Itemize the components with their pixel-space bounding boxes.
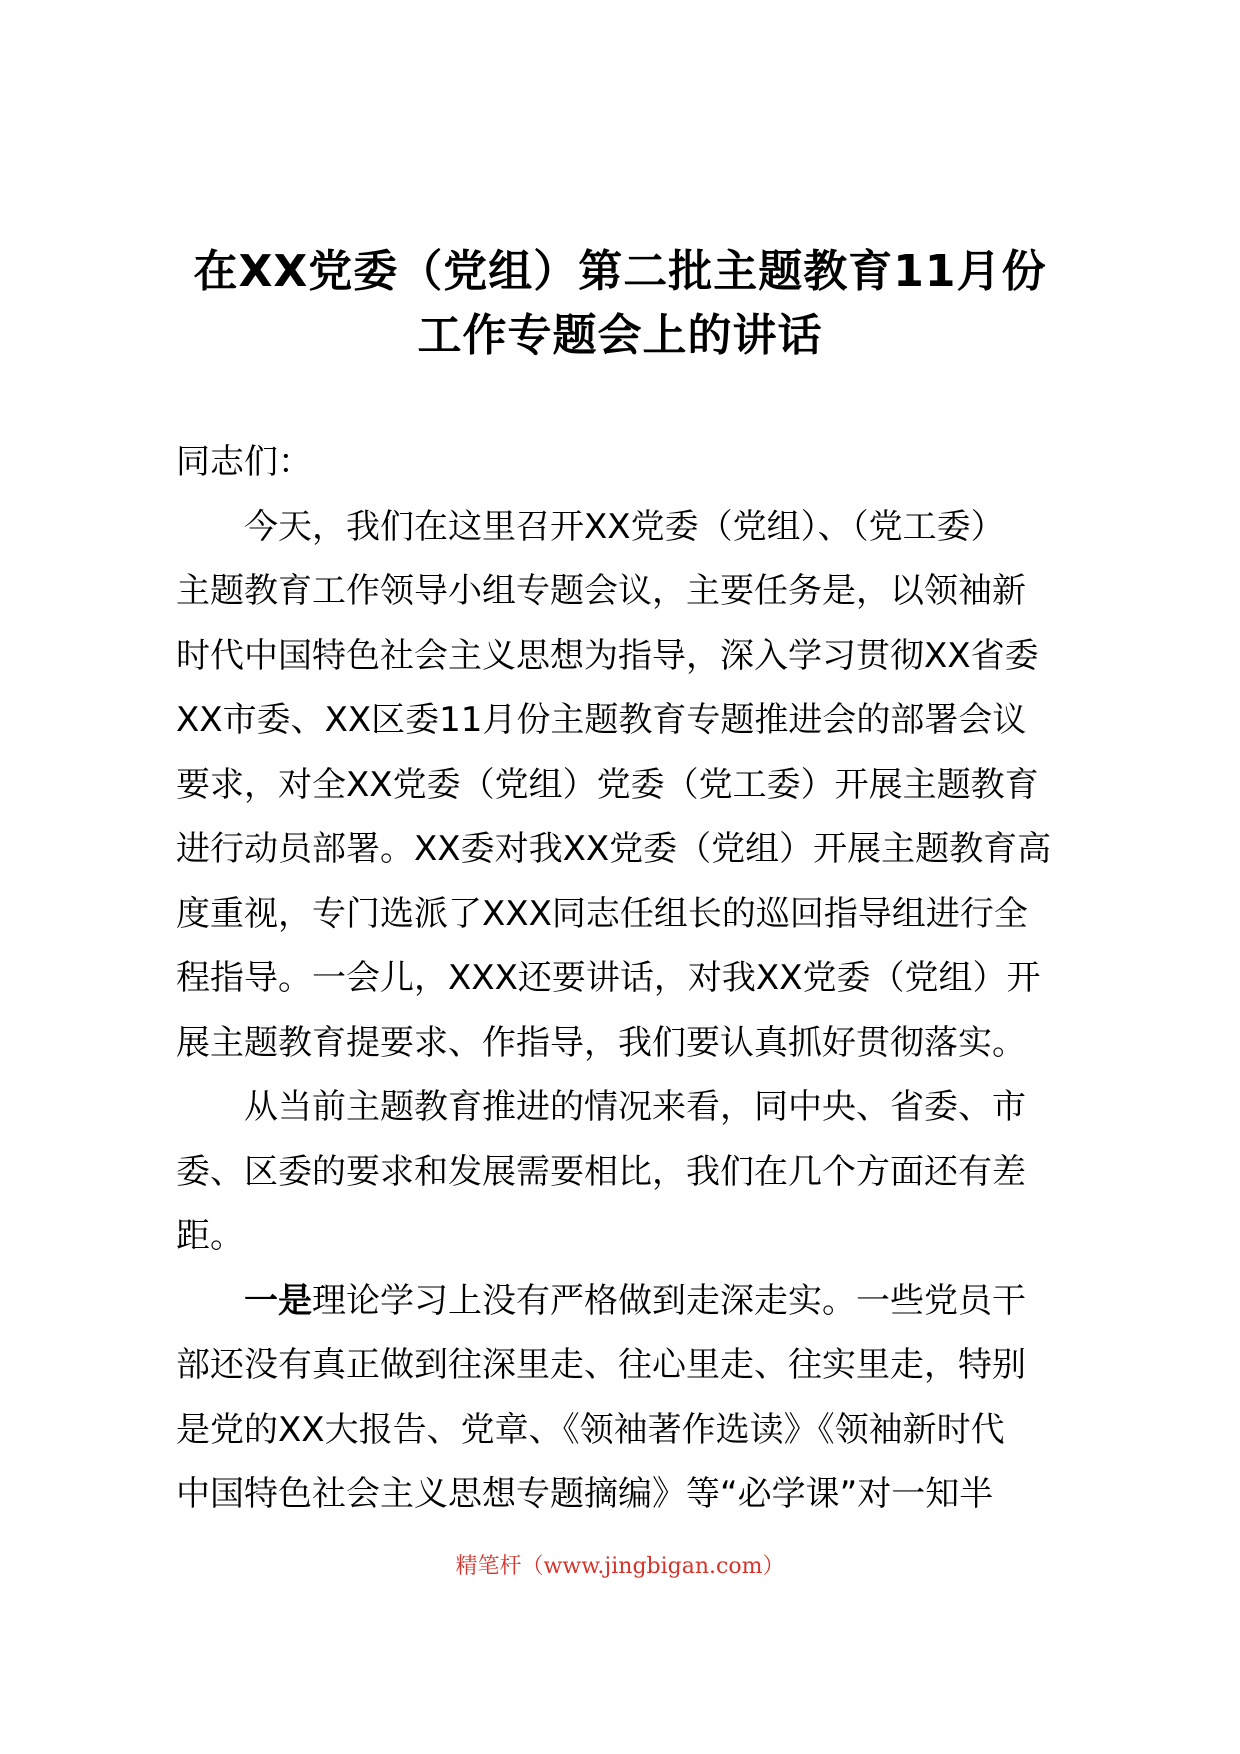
title-line-2: 工作专题会上的讲话 — [417, 310, 823, 361]
paragraph-line: 进行动员部署。XX委对我XX党委（党组）开展主题教育高 — [176, 829, 1052, 869]
paragraph-line: XX市委、XX区委11月份主题教育专题推进会的部署会议 — [176, 700, 1027, 740]
paragraph-line: 部还没有真正做到往深里走、往心里走、往实里走，特别 — [176, 1345, 1026, 1385]
paragraph-line: 是党的XX大报告、党章、《领袖著作选读》《领袖新时代 — [176, 1409, 1005, 1450]
paragraph-line: 距。 — [176, 1216, 244, 1256]
point-lead: 一是 — [244, 1280, 312, 1321]
paragraph-line: 时代中国特色社会主义思想为指导，深入学习贯彻XX省委 — [176, 635, 1039, 676]
document-title — [160, 240, 1080, 368]
paragraph-line: 主题教育工作领导小组专题会议，主要任务是，以领袖新 — [176, 571, 1026, 611]
paragraph-line: 今天，我们在这里召开XX党委（党组）、（党工委） — [244, 506, 1005, 547]
paragraph-1 — [176, 495, 1116, 1076]
point-text: 理论学习上没有严格做到走深走实。一些党员干 — [312, 1280, 1026, 1321]
paragraph-line: 度重视，专门选派了XXX同志任组长的巡回指导组进行全 — [176, 893, 1028, 934]
document-body — [176, 430, 1116, 1527]
paragraph-line: 中国特色社会主义思想专题摘编》等“必学课”对一知半 — [176, 1474, 994, 1514]
paragraph-line: 委、区委的要求和发展需要相比，我们在几个方面还有差 — [176, 1151, 1026, 1192]
footer-watermark: 精笔杆（www.jingbigan.com） — [455, 1554, 785, 1579]
paragraph-line: 程指导。一会儿，XXX还要讲话，对我XX党委（党组）开 — [176, 958, 1041, 998]
title-line-1: 在XX党委（党组）第二批主题教育11月份 — [193, 246, 1047, 297]
paragraph-3 — [176, 1269, 1116, 1527]
salutation: 同志们： — [176, 442, 312, 482]
paragraph-line: 从当前主题教育推进的情况来看，同中央、省委、市 — [244, 1087, 1026, 1127]
paragraph-line: 展主题教育提要求、作指导，我们要认真抓好贯彻落实。 — [176, 1022, 1026, 1063]
paragraph-line — [176, 1269, 1116, 1334]
paragraph-2 — [176, 1075, 1116, 1269]
paragraph-line: 要求，对全XX党委（党组）党委（党工委）开展主题教育 — [176, 764, 1039, 805]
